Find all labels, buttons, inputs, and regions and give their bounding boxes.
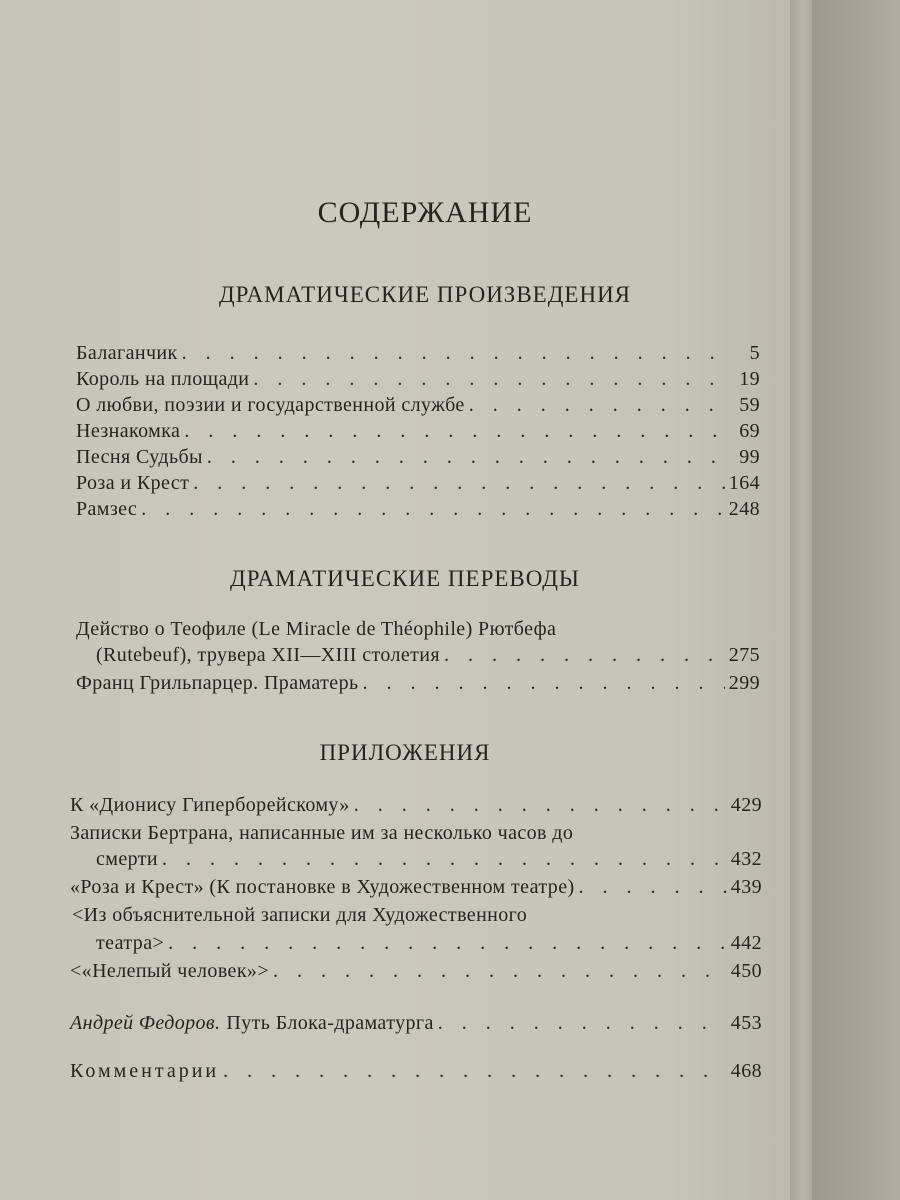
toc-entry-title-line2: театра> [96,932,165,954]
toc-entry-page: 5 [749,342,760,364]
toc-entry-page: 299 [728,672,760,694]
toc-entry-title: Незнакомка [76,420,181,442]
leader-dots [182,340,726,366]
toc-entry-title-line2: (Rutebeuf), трувера XII—XIII столетия [96,644,441,666]
toc-entry-title: <«Нелепый человек»> [70,960,270,982]
toc-entry [76,418,760,444]
toc-entry-title: Король на площади [76,368,250,390]
toc-entry-page: 164 [728,472,760,494]
toc-entry-page: 442 [730,932,762,954]
page-edge [790,0,812,1200]
leader-dots [469,392,726,418]
toc-entry [76,366,760,392]
toc-entry-title: Песня Судьбы [76,446,203,468]
toc-entry-page: 450 [730,960,762,982]
afterword-title: Путь Блока-драматурга [226,1012,434,1034]
toc-entry-title: «Роза и Крест» (К постановке в Художественном театре) [70,876,575,898]
toc-entry-page: 275 [728,644,760,666]
underlying-page [812,0,900,1200]
toc-entry [76,392,760,418]
toc-entry-page: 429 [730,794,762,816]
leader-dots [184,418,726,444]
toc-entry-afterword [70,1010,762,1036]
toc-entry-page: 432 [730,848,762,870]
section-heading-translations: ДРАМАТИЧЕСКИЕ ПЕРЕВОДЫ [230,566,580,591]
toc-entry [76,470,760,496]
leader-dots [444,642,725,668]
toc-entry [96,846,762,872]
leader-dots [273,958,727,984]
toc-entry-page: 19 [739,368,760,390]
afterword-author: Андрей Федоров. [70,1012,221,1034]
toc-entry [76,444,760,470]
toc-entry [76,670,760,696]
page-title: СОДЕРЖАНИЕ [317,196,533,229]
toc-entry-title: О любви, поэзии и государственной службе [76,394,465,416]
comments-title: Комментарии [70,1060,220,1082]
leader-dots [354,792,727,818]
toc-entry-title: Балаганчик [76,342,178,364]
leader-dots [253,366,726,392]
toc-entry-title: Франц Грильпарцер. Праматерь [76,672,359,694]
leader-dots [438,1010,727,1036]
toc-entry [76,496,760,522]
leader-dots [207,444,726,470]
leader-dots [579,874,727,900]
toc-entry [70,958,762,984]
toc-entry-page: 248 [728,498,760,520]
toc-entry-comments [70,1058,762,1084]
toc-entry [70,874,762,900]
section-heading-drama: ДРАМАТИЧЕСКИЕ ПРОИЗВЕДЕНИЯ [218,282,632,307]
toc-entry-title-line1: Действо о Теофиле (Le Miracle de Théophile) Рютбефа [76,618,557,640]
leader-dots [223,1058,727,1084]
toc-entry-title-line2: смерти [96,848,158,870]
leader-dots [363,670,725,696]
toc-entry [96,642,760,668]
toc-entry-page: 69 [739,420,760,442]
toc-entry-title-line1: <Из объяснительной записки для Художественного [72,904,528,926]
toc-entry-title: Рамзес [76,498,138,520]
leader-dots [162,846,727,872]
toc-entry [76,340,760,366]
toc-entry-page: 439 [730,876,762,898]
toc-entry-title-line1: Записки Бертрана, написанные им за несколько часов до [70,822,574,844]
section-heading-appendix: ПРИЛОЖЕНИЯ [319,740,491,765]
toc-entry-page: 453 [730,1012,762,1034]
toc-entry [96,930,762,956]
toc-entry [70,792,762,818]
toc-entry-title: Роза и Крест [76,472,190,494]
leader-dots [141,496,725,522]
toc-entry-page: 99 [739,446,760,468]
toc-entry-page: 468 [730,1060,762,1082]
toc-entry-page: 59 [739,394,760,416]
toc-entry-title: К «Дионису Гиперборейскому» [70,794,350,816]
leader-dots [168,930,727,956]
leader-dots [193,470,725,496]
